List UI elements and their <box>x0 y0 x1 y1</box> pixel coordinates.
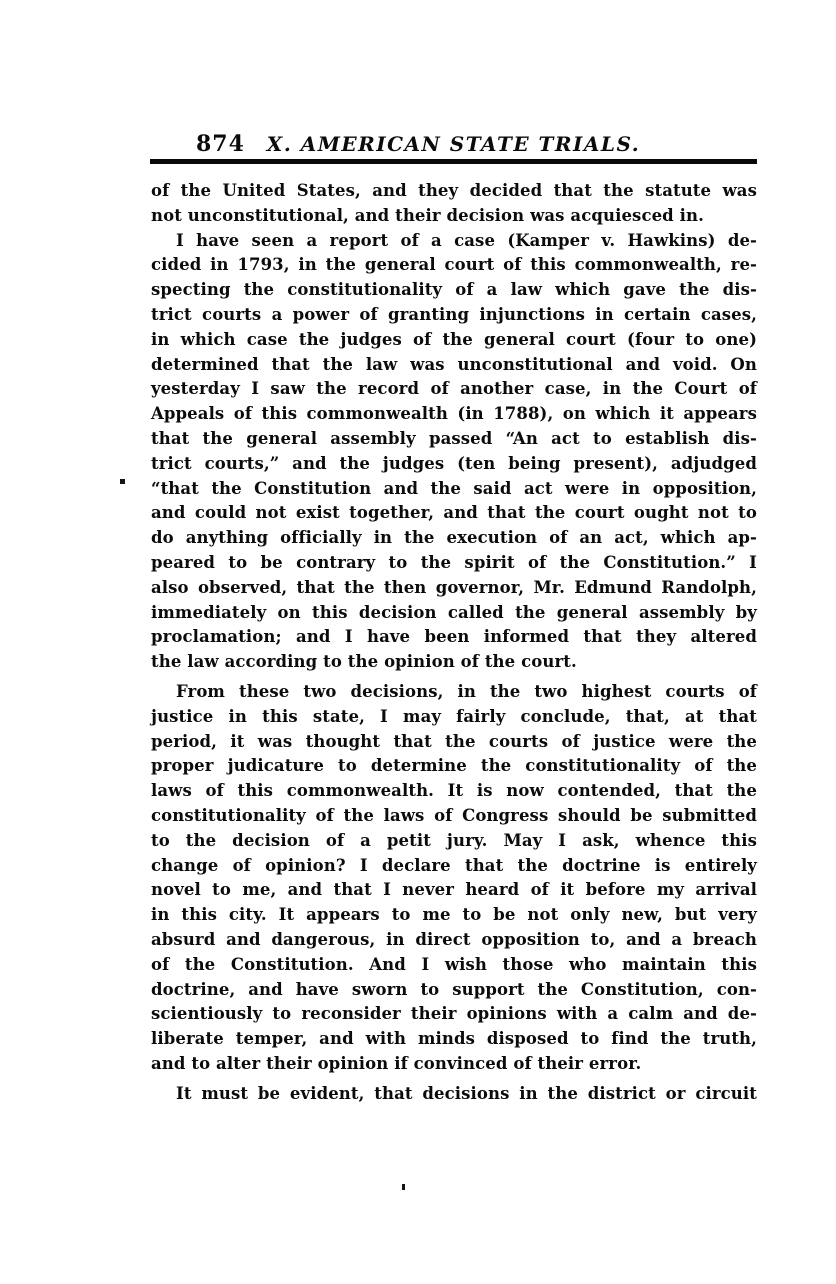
text-line: I have seen a report of a case (Kamper v. Hawkins) de- <box>176 230 757 250</box>
ink-speck <box>402 1184 405 1190</box>
text-line: to the decision of a petit jury. May I ask, whence this <box>151 830 757 850</box>
text-line: doctrine, and have sworn to support the Constitution, con- <box>151 979 757 999</box>
page-body <box>151 179 757 1106</box>
text-line: “that the Constitution and the said act were in opposition, <box>151 478 757 498</box>
text-line: trict courts a power of granting injunctions in certain cases, <box>151 304 757 324</box>
text-line: Appeals of this commonwealth (in 1788), on which it appears <box>151 404 757 424</box>
text-line: in which case the judges of the general court (four to one) <box>151 329 757 349</box>
text-line: justice in this state, I may fairly conclude, that, at that <box>151 706 757 726</box>
text-line: From these two decisions, in the two highest courts of <box>176 681 757 701</box>
text-line: It must be evident, that decisions in the district or circuit <box>176 1083 757 1103</box>
paragraph <box>151 1082 757 1107</box>
text-line: peared to be contrary to the spirit of the Constitution.” I <box>151 552 757 572</box>
text-line: liberate temper, and with minds disposed to find the truth, <box>151 1029 757 1049</box>
text-line: period, it was thought that the courts of justice were the <box>151 731 757 751</box>
text-line: novel to me, and that I never heard of it before my arrival <box>151 880 757 900</box>
text-line: also observed, that the then governor, Mr. Edmund Randolph, <box>151 577 757 597</box>
paragraph <box>151 179 757 229</box>
text-line: do anything officially in the execution of an act, which ap- <box>151 528 757 548</box>
text-line: and to alter their opinion if convinced of their error. <box>151 1053 642 1073</box>
text-line: cided in 1793, in the general court of this commonwealth, re- <box>151 255 757 275</box>
header-rule <box>150 159 757 164</box>
text-line: that the general assembly passed “An act to establish dis- <box>151 428 757 448</box>
text-line: immediately on this decision called the general assembly by <box>151 602 757 622</box>
paragraph <box>151 680 757 1077</box>
text-line: and could not exist together, and that the court ought not to <box>151 503 757 523</box>
text-line: proclamation; and I have been informed that they altered <box>151 627 757 647</box>
text-line: constitutionality of the laws of Congress should be submitted <box>151 805 757 825</box>
page-header <box>150 131 757 161</box>
page-number: 874 <box>196 131 245 157</box>
text-line: specting the constitutionality of a law which gave the dis- <box>151 280 757 300</box>
text-line: of the United States, and they decided that the statute was <box>151 181 757 200</box>
text-line: scientiously to reconsider their opinions with a calm and de- <box>151 1004 757 1024</box>
text-line: laws of this commonwealth. It is now contended, that the <box>151 781 757 801</box>
ink-speck <box>120 479 125 484</box>
text-line: the law according to the opinion of the court. <box>151 652 577 672</box>
text-line: proper judicature to determine the constitutionality of the <box>151 756 757 776</box>
text-line: yesterday I saw the record of another case, in the Court of <box>151 379 757 399</box>
running-title: X. AMERICAN STATE TRIALS. <box>266 132 641 156</box>
text-line: trict courts,” and the judges (ten being present), adjudged <box>151 453 757 473</box>
text-line: absurd and dangerous, in direct opposition to, and a breach <box>151 929 757 949</box>
paragraph <box>151 229 757 675</box>
text-line: in this city. It appears to me to be not only new, but very <box>151 905 757 925</box>
text-line: change of opinion? I declare that the doctrine is entirely <box>151 855 757 875</box>
text-line: of the Constitution. And I wish those who maintain this <box>151 954 757 974</box>
text-line: determined that the law was unconstitutional and void. On <box>151 354 757 374</box>
text-line: not unconstitutional, and their decision was acquiesced in. <box>151 205 704 225</box>
